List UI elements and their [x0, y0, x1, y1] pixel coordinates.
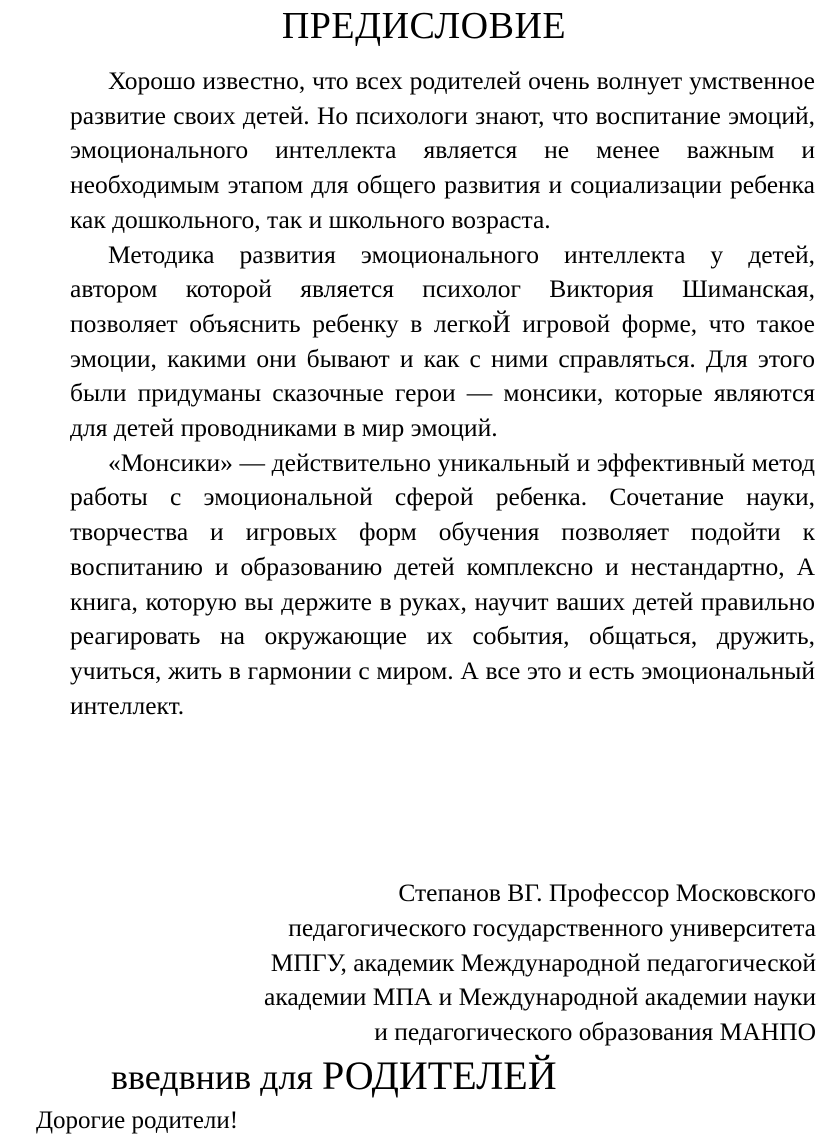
subtitle-emphasis: РОДИТЕЛЕЙ	[321, 1053, 557, 1098]
signature-line: Степанов ВГ. Профессор Московского	[398, 878, 816, 907]
page-title: ПРЕДИСЛОВИЕ	[281, 5, 567, 47]
greeting: Дорогие родители!	[36, 1107, 239, 1134]
signature-line: МПГУ, академик Международной педагогической	[270, 947, 816, 977]
author-signature	[116, 876, 816, 1050]
paragraph-1: Хорошо известно, что всех родителей очень волнует умственное развитие своих детей. Но психологи знают, что воспитание эмоций, эмоционального интеллекта является не менее важным и необходимым этапом для общего развития и социализации ребенка как дошкольного, так и школьного возраста.	[70, 66, 815, 234]
section-subtitle	[111, 1055, 557, 1098]
signature-line: педагогического государственного университета	[288, 912, 816, 942]
foreword-body	[70, 64, 815, 723]
paragraph-3: «Монсики» — действительно уникальный и эффективный метод работы с эмоциональной сферой ребенка. Сочетание науки, творчества и игровых форм обучения позволяет подойти к воспитанию и образованию детей комплексно и нестандартно, А книга, которую вы держите в руках, научит ваших детей правильно реагировать на окружающие их события, общаться, дружить, учиться, жить в гармонии с миром. А все это и есть эмоциональный интеллект.	[70, 447, 815, 720]
paragraph-2: Методика развития эмоционального интеллекта у детей, автором которой является психолог Виктория Шиманская, позволяет объяснить ребенку в легкоЙ игровой форме, что такое эмоции, какими они бывают и как с ними справляться. Для этого были придуманы сказочные герои — монсики, которые являются для детей проводниками в мир эмоций.	[70, 239, 815, 443]
signature-line: и педагогического образования МАНПО	[374, 1017, 816, 1047]
signature-line: академии МПА и Международной академии науки	[264, 982, 816, 1012]
subtitle-lead: введвнив для	[111, 1057, 313, 1097]
